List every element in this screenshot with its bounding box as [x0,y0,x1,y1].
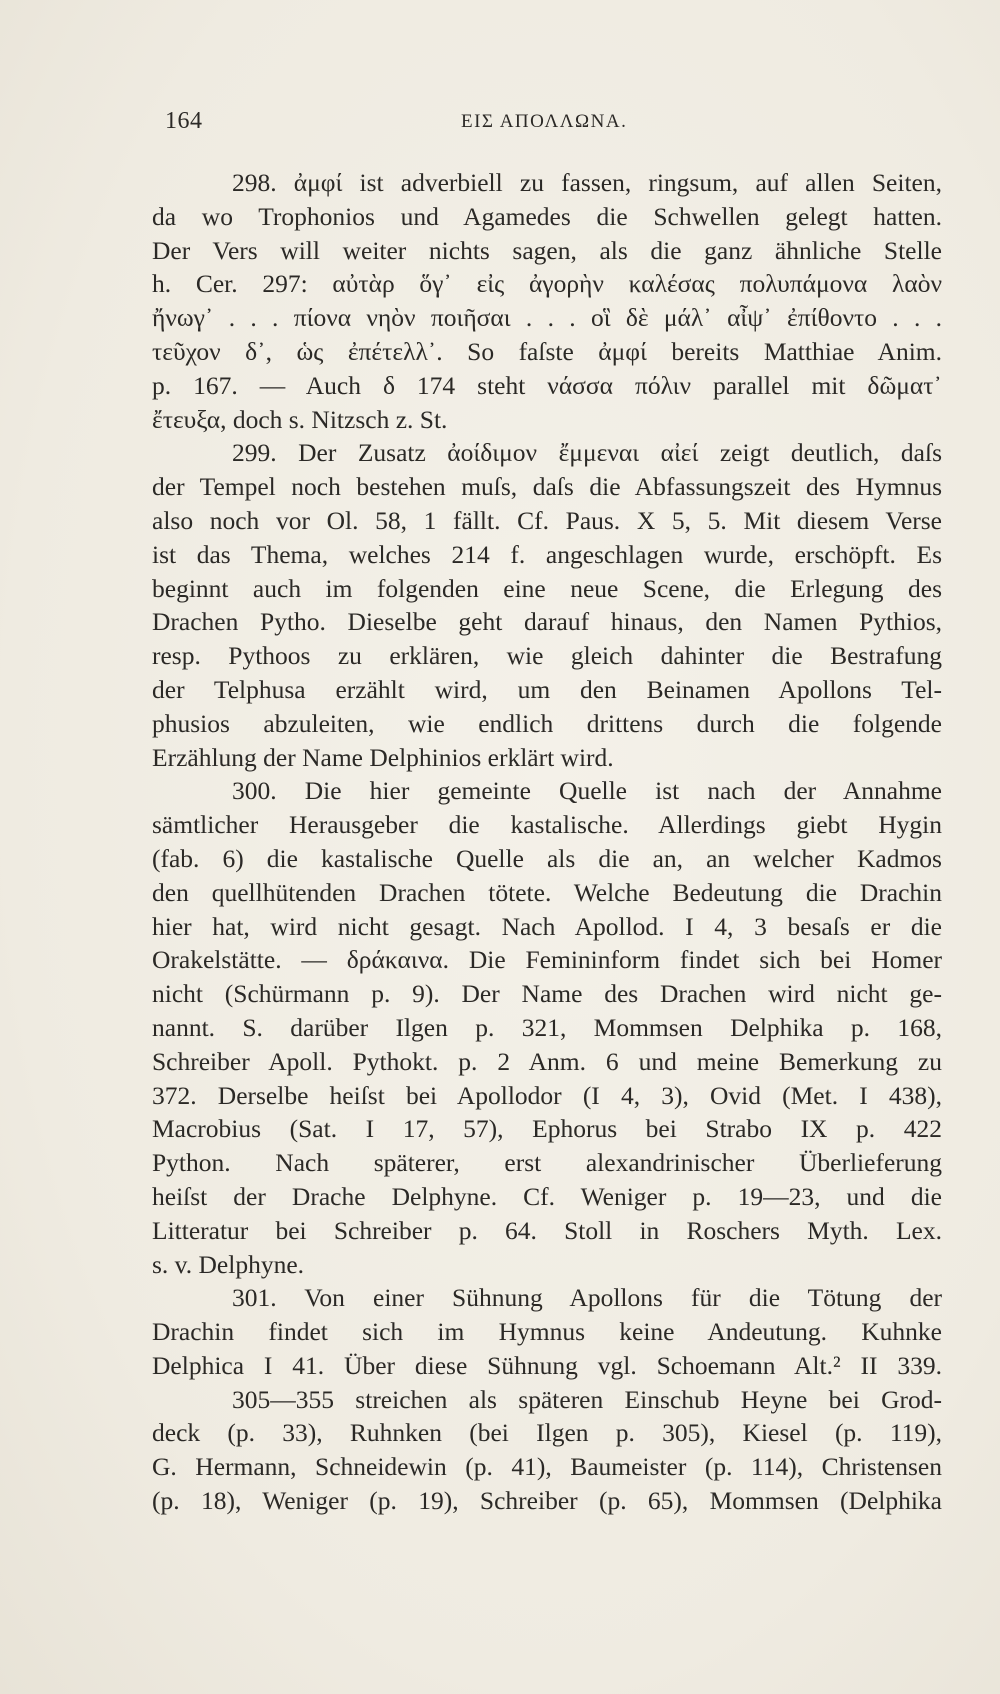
note-305-355 [152,1383,942,1518]
text-line: der Tempel noch bestehen muſs, daſs die Abfassungszeit des Hymnus [152,472,942,502]
text-line: beginnt auch im folgenden eine neue Scene, die Erlegung des [152,573,942,603]
text-line: h. Cer. 297: αὐτὰρ ὅγ᾽ εἰς ἀγορὴν καλέσας πολυπάμονα λαὸν [152,269,942,299]
text-line: Litteratur bei Schreiber p. 64. Stoll in Roschers Myth. Lex. [152,1215,942,1245]
note-299 [152,436,942,774]
text-line: τεῦχον δ᾽, ὡς ἐπέτελλ᾽. So faſste ἀμφί bereits Matthiae Anim. [152,336,942,366]
text-line: phusios abzuleiten, wie endlich drittens durch die folgende [152,708,942,738]
page-number: 164 [165,108,203,134]
text-line: Erzählung der Name Delphinios erklärt wird. [152,742,614,772]
text-line: da wo Trophonios und Agamedes die Schwellen gelegt hatten. [152,201,942,231]
text-line: Schreiber Apoll. Pythokt. p. 2 Anm. 6 und meine Bemerkung zu [152,1046,942,1076]
text-line: sämtlicher Herausgeber die kastalische. Allerdings giebt Hygin [152,810,942,840]
text-line: nicht (Schürmann p. 9). Der Name des Drachen wird nicht ge- [152,979,942,1009]
text-line: 298. ἀμφί ist adverbiell zu fassen, ringsum, auf allen Seiten, [232,168,942,197]
text-line: hier hat, wird nicht gesagt. Nach Apollod. I 4, 3 besaſs er die [152,911,942,941]
text-line: 299. Der Zusatz ἀοίδιμον ἔμμεναι αἰεί zeigt deutlich, daſs [232,438,942,468]
note-298 [152,166,942,436]
text-line: heiſst der Drache Delphyne. Cf. Weniger p. 19—23, und die [152,1181,942,1211]
text-line: Drachen Pytho. Dieselbe geht darauf hinaus, den Namen Pythios, [152,607,942,637]
text-line: der Telphusa erzählt wird, um den Beinamen Apollons Tel- [152,674,942,704]
note-301 [152,1281,942,1382]
page-header [165,108,935,144]
text-line: Macrobius (Sat. I 17, 57), Ephorus bei Strabo IX p. 422 [152,1114,942,1144]
text-line: Der Vers will weiter nichts sagen, als die ganz ähnliche Stelle [152,235,942,265]
text-line: resp. Pythoos zu erklären, wie gleich dahinter die Bestrafung [152,641,942,671]
text-line: Python. Nach späterer, erst alexandrinischer Überlieferung [152,1148,942,1178]
text-line: (p. 18), Weniger (p. 19), Schreiber (p. 65), Mommsen (Delphika [152,1486,942,1516]
text-line: s. v. Delphyne. [152,1249,305,1279]
text-line: 305—355 streichen als späteren Einschub Heyne bei Grod- [232,1384,942,1414]
text-line: ἤνωγ᾽ . . . πίονα νηὸν ποιῆσαι . . . οἳ δὲ μάλ᾽ αἶψ᾽ ἐπίθοντο . . . [152,303,942,333]
running-title: ΕΙΣ ΑΠΟΛΛΩΝΑ. [461,111,628,132]
commentary-text [152,166,942,1518]
text-line: (fab. 6) die kastalische Quelle als die an, an welcher Kadmos [152,843,942,873]
note-300 [152,774,942,1281]
text-line: p. 167. — Auch δ 174 steht νάσσα πόλιν parallel mit δῶματ᾽ [152,370,942,400]
text-line: nannt. S. darüber Ilgen p. 321, Mommsen Delphika p. 168, [152,1012,942,1042]
text-line: ist das Thema, welches 214 f. angeschlagen wurde, erschöpft. Es [152,539,942,569]
text-line: 301. Von einer Sühnung Apollons für die Tötung der [232,1283,942,1313]
text-line: deck (p. 33), Ruhnken (bei Ilgen p. 305), Kiesel (p. 119), [152,1418,942,1448]
text-line: den quellhütenden Drachen tötete. Welche Bedeutung die Drachin [152,877,942,907]
text-line: Delphica I 41. Über diese Sühnung vgl. Schoemann Alt.² II 339. [152,1350,942,1380]
text-line: Orakelstätte. — δράκαινα. Die Femininform findet sich bei Homer [152,945,942,975]
text-line: 372. Derselbe heiſst bei Apollodor (I 4, 3), Ovid (Met. I 438), [152,1080,942,1110]
text-line: G. Hermann, Schneidewin (p. 41), Baumeister (p. 114), Christensen [152,1452,942,1482]
text-line: Drachin findet sich im Hymnus keine Andeutung. Kuhnke [152,1317,942,1347]
text-line: 300. Die hier gemeinte Quelle ist nach der Annahme [232,776,942,806]
text-line: also noch vor Ol. 58, 1 fällt. Cf. Paus. X 5, 5. Mit diesem Verse [152,505,942,535]
text-line: ἔτευξα, doch s. Nitzsch z. St. [152,404,448,434]
